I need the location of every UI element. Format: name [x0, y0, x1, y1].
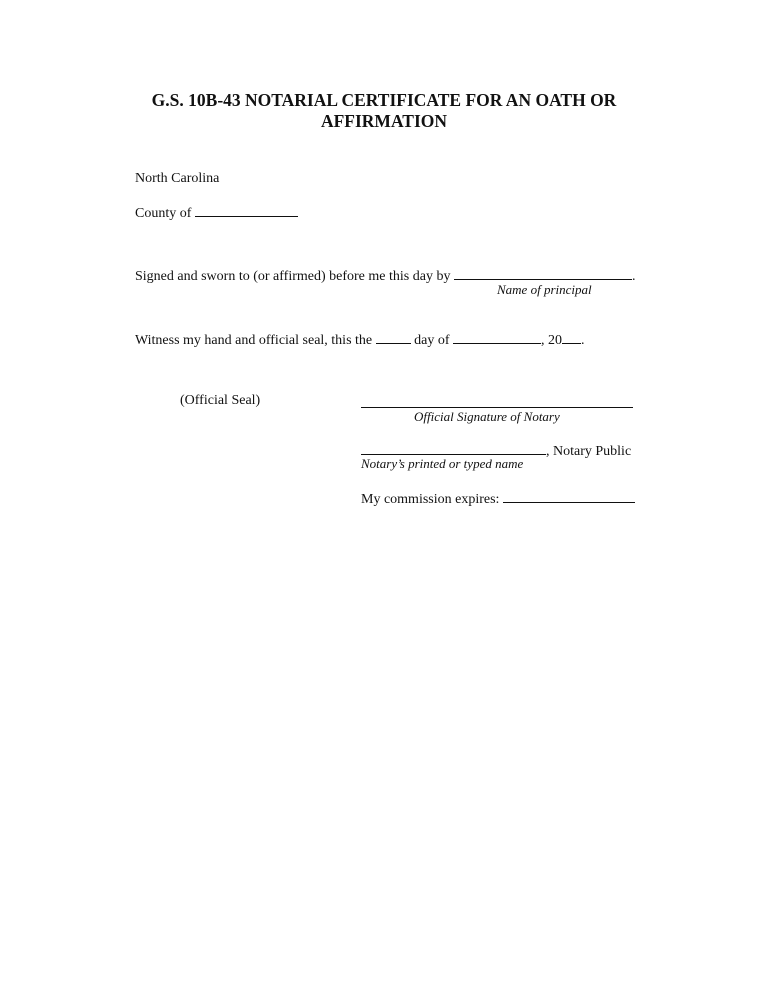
principal-caption: Name of principal	[497, 282, 592, 297]
signature-line[interactable]	[361, 407, 633, 408]
signature-caption: Official Signature of Notary	[414, 409, 560, 424]
notary-name-blank[interactable]	[361, 440, 546, 455]
notary-public-label: , Notary Public	[546, 444, 632, 459]
document-title	[100, 90, 668, 132]
witness-text: Witness my hand and official seal, this the	[135, 333, 373, 348]
month-blank[interactable]	[453, 329, 541, 344]
witness-year-prefix: , 20	[541, 333, 563, 348]
commission-blank[interactable]	[503, 488, 635, 503]
year-blank[interactable]	[562, 329, 581, 344]
signed-text: Signed and sworn to (or affirmed) before me this day by	[135, 269, 451, 284]
witness-day-label: day of	[414, 333, 450, 348]
witness-end: .	[581, 333, 585, 348]
county-label: County of	[135, 206, 192, 221]
county-row	[135, 202, 298, 222]
commission-label: My commission expires:	[361, 492, 500, 507]
title-line-1: G.S. 10B-43 NOTARIAL CERTIFICATE FOR AN OATH OR	[151, 90, 617, 110]
signed-end: .	[631, 269, 636, 284]
state-label: North Carolina	[135, 171, 220, 186]
official-seal-label: (Official Seal)	[180, 393, 261, 408]
day-blank[interactable]	[376, 329, 411, 344]
commission-row	[361, 488, 635, 508]
title-line-2: AFFIRMATION	[320, 111, 448, 131]
witness-row	[135, 329, 585, 349]
principal-name-blank[interactable]	[454, 265, 632, 280]
county-blank[interactable]	[195, 202, 298, 217]
printed-name-caption: Notary’s printed or typed name	[361, 456, 524, 471]
